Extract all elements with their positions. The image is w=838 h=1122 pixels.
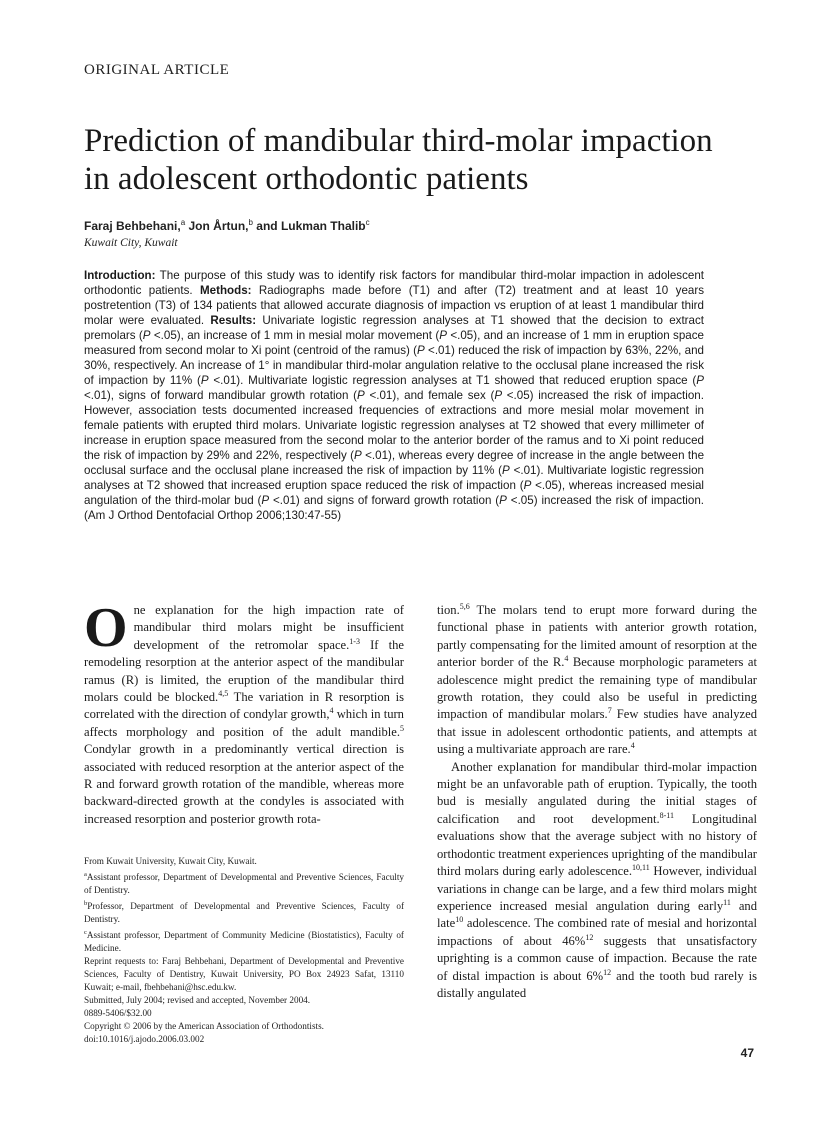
body-text: Condylar growth in a predominantly vertical direction is associated with reduced resorption at the anterior aspect of the R and forward growth rotation of the mandible, whereas more backward-directed growth at the condyles is associated with increased resorption and posterior growth rota-: [84, 742, 404, 826]
abstract-results-text: <.01). Multivariate logistic regression analyses at T2 showed that increased eruption space reduced the risk of impaction (: [84, 464, 704, 492]
abstract-results-text: <.01) reduced the risk of impaction by 63%, 22%, and 30%, respectively. An increase of 1° in mandibular third-molar angulation relative to the occlusal plane increased the risk of impaction by 11% (: [84, 344, 705, 387]
page-number: 47: [740, 1046, 754, 1060]
footnote-c: [84, 926, 404, 955]
body-text: Another explanation for mandibular third-molar impaction might be an unfavorable path of eruption. Typically, the tooth bud is mesially angulated during the initial stages of calcification and root development.: [437, 759, 757, 826]
body-text: which in turn affects morphology and position of the adult mandible.: [84, 707, 404, 739]
body-text: Longitudinal evaluations show that the average subject with no history of orthodontic treatment experiences uprighting of the mandibular third molars during early adolescence.: [437, 811, 757, 879]
abstract-results-text: <.01) and signs of forward growth rotation (: [269, 494, 500, 507]
citation-ref: 11: [723, 897, 731, 907]
footnote-text: Assistant professor, Department of Community Medicine (Biostatistics), Faculty of Medicine.: [84, 930, 404, 954]
body-text: suggests that unsatisfactory uprighting is a common cause of impaction. Because the rate of distal impaction is about 6%: [437, 933, 758, 983]
footnote-from: From Kuwait University, Kuwait City, Kuwait.: [84, 856, 257, 866]
title-line-2: in adolescent orthodontic patients: [84, 161, 529, 197]
author-3-affil-mark: c: [365, 218, 370, 227]
p-value-symbol: P: [142, 329, 151, 342]
body-text: and the tooth bud rarely is distally angulated: [437, 968, 757, 1000]
abstract-methods-text: Radiographs made before (T1) and after (T2) treatment and at least 10 years postretention (T3) of 134 patients that allowed accurate diagnosis of impaction vs eruption of at least 1 mandibular third molar were evaluated.: [84, 284, 704, 327]
abstract-results-text: <.01), and female sex (: [364, 389, 495, 402]
citation-ref: 4: [630, 741, 635, 751]
abstract-results-text: Univariate logistic regression analyses at T1 showed that the decision to extract premolars (: [84, 314, 705, 342]
footnote-mark: b: [84, 900, 88, 908]
p-value-symbol: P: [523, 479, 532, 492]
footnotes: [84, 855, 404, 1046]
citation-ref: 7: [607, 706, 612, 716]
author-1-affil-mark: a: [180, 218, 186, 227]
citation-ref: 12: [585, 932, 594, 942]
author-2-affil-mark: b: [248, 218, 253, 227]
footnote-a: [84, 868, 404, 897]
footnote-reprint: Reprint requests to: Faraj Behbehani, Department of Developmental and Preventive Sciences, Faculty of Dentistry, Kuwait University, PO Box 24923 Safat, 13110 Kuwait; e-mail, fbehbehani@hsc.edu.kw.: [84, 956, 404, 993]
body-paragraph: [84, 597, 404, 828]
article-type-label: ORIGINAL ARTICLE: [84, 62, 230, 78]
abstract: [84, 268, 704, 523]
footnote-mark: a: [84, 871, 87, 878]
footnote-copyright: Copyright © 2006 by the American Association of Orthodontists.: [84, 1021, 324, 1032]
abstract-methods-label: Methods:: [199, 284, 252, 297]
p-value-symbol: P: [354, 449, 362, 462]
citation-ref: 4: [329, 706, 334, 716]
footnote-b: [84, 897, 404, 926]
citation-ref: 4: [564, 654, 569, 664]
p-value-symbol: P: [357, 389, 365, 402]
author-2: Jon Årtun,: [185, 219, 249, 233]
body-paragraph: [437, 602, 757, 759]
abstract-results-text: <.05), an increase of 1 mm in mesial molar movement (: [150, 329, 440, 342]
abstract-intro-label: Introduction:: [84, 269, 156, 282]
citation-ref: 12: [603, 967, 612, 977]
abstract-results-text: <.05), and an increase of 1 mm in eruption space measured from second molar to Xi point (centroid of the ramus) (: [84, 329, 704, 357]
abstract-results-text: <.01), whereas every degree of increase in the angle between the occlusal surface and the occlusal plane increased the risk of impaction by 11% (: [84, 449, 705, 477]
body-text: tion.: [437, 603, 460, 617]
citation-ref: 5,6: [459, 601, 470, 611]
footnote-text: Assistant professor, Department of Developmental and Preventive Sciences, Faculty of Dentistry.: [84, 872, 404, 896]
author-1: Faraj Behbehani,: [84, 219, 181, 233]
p-value-symbol: P: [439, 329, 447, 342]
body-text: and late: [437, 898, 758, 931]
body-text: However, individual variations in change can be large, and a few third molars might experience increased mesial angulation during early: [437, 864, 758, 913]
title-line-1: Prediction of mandibular third-molar impaction: [84, 123, 713, 159]
body-column-left: [84, 597, 404, 828]
abstract-results-text: <.05) increased the risk of impaction. However, association tests documented increased frequencies of extractions and more mesial molar movement in female patients with erupted third molars. Univariate logistic regression analyses at T2 showed that every millimeter of increase in eruption space measured from the second molar to the anterior border of the ramus and to Xi point reduced the risk of impaction by 29% and 22%, respectively (: [84, 389, 704, 462]
citation-ref: 1-3: [349, 636, 360, 646]
footnote-text: Professor, Department of Developmental and Preventive Sciences, Faculty of Dentistry.: [84, 901, 404, 925]
citation-ref: 4,5: [218, 688, 229, 698]
abstract-results-label: Results:: [210, 314, 257, 327]
footnote-issn: 0889-5406/$32.00: [84, 1008, 152, 1019]
author-3: and Lukman Thalib: [252, 219, 366, 233]
footnote-mark: c: [84, 929, 87, 937]
footnote-submitted: Submitted, July 2004; revised and accepted, November 2004.: [84, 995, 311, 1006]
drop-cap: O: [84, 597, 128, 659]
author-location: Kuwait City, Kuwait: [84, 237, 178, 249]
abstract-results-text: <.01). Multivariate logistic regression analyses at T1 showed that reduced eruption space (: [208, 374, 697, 387]
citation-ref: 8-11: [659, 810, 675, 820]
p-value-symbol: P: [261, 494, 270, 507]
p-value-symbol: P: [499, 494, 507, 507]
abstract-results-text: <.01), signs of forward mandibular growth rotation (: [84, 389, 358, 402]
citation-ref: 10,11: [631, 862, 650, 872]
body-text: If the remodeling resorption at the anterior aspect of the mandibular ramus (R) is limited, the eruption of the mandibular third molars could be blocked.: [84, 637, 404, 705]
p-value-symbol: P: [494, 389, 503, 402]
citation-ref: 10: [455, 915, 464, 925]
body-column-right: [437, 602, 757, 1002]
footnote-doi: doi:10.1016/j.ajodo.2006.03.002: [84, 1034, 205, 1045]
body-text: Because morphologic parameters at adolescence might predict the remaining type of mandibular growth rotation, they could also be useful in predicting impaction of mandibular molars.: [437, 655, 757, 722]
abstract-results-text: <.05) increased the risk of impaction. (Am J Orthod Dentofacial Orthop 2006;130:47-55): [84, 494, 704, 522]
p-value-symbol: P: [502, 464, 510, 477]
p-value-symbol: P: [696, 374, 705, 387]
abstract-results-text: <.05), whereas increased mesial angulation of the third-molar bud (: [84, 479, 705, 507]
citation-ref: 5: [400, 723, 404, 733]
article-title: [84, 122, 784, 198]
body-text: The molars tend to erupt more forward during the functional phase in patients with anterior growth rotation, partly compensating for the limited amount of resorption at the anterior border of the R.: [437, 603, 757, 670]
author-list: [84, 218, 370, 233]
body-text: adolescence. The combined rate of mesial and horizontal impactions of about 46%: [437, 916, 757, 948]
body-text: Few studies have analyzed that issue in adolescent orthodontic patients, and attempts at using a multivariate approach are rare.: [437, 707, 757, 757]
body-text: ne explanation for the high impaction rate of mandibular third molars might be insufficient development of the retromolar space.: [133, 603, 404, 652]
abstract-intro-text: The purpose of this study was to identify risk factors for mandibular third-molar impaction in adolescent orthodontic patients.: [84, 269, 704, 297]
body-text: The variation in R resorption is correlated with the direction of condylar growth,: [84, 690, 404, 722]
p-value-symbol: P: [200, 374, 209, 387]
p-value-symbol: P: [417, 344, 425, 357]
body-paragraph: [437, 759, 757, 1003]
